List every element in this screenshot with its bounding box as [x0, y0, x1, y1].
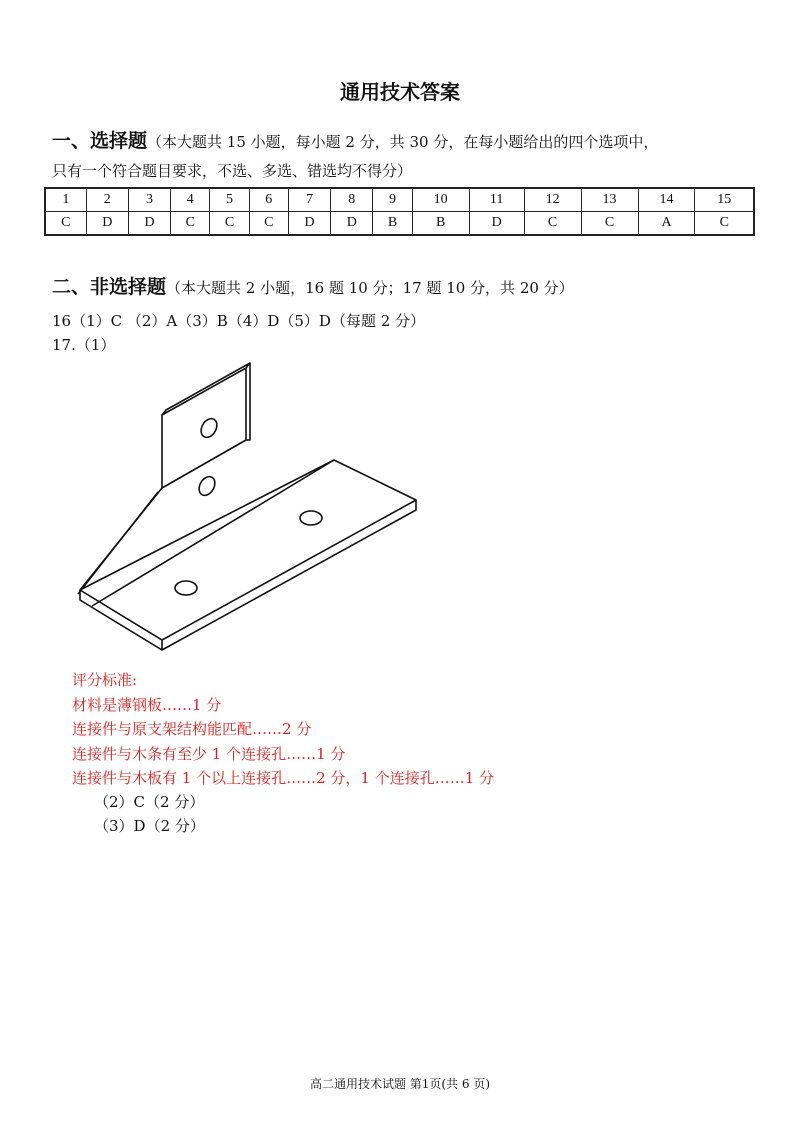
section2-heading: 二、非选择题 [52, 276, 167, 298]
question-number: 3 [128, 188, 170, 212]
answer-cell: A [638, 212, 695, 236]
question-number: 2 [86, 188, 128, 212]
criteria-item: 连接件与木条有至少 1 个连接孔……1 分 [72, 744, 346, 763]
answer-cell: D [86, 212, 128, 236]
section2-header [52, 272, 574, 299]
criteria-item: 连接件与原支架结构能匹配……2 分 [72, 720, 312, 738]
question-number: 9 [373, 188, 412, 212]
bracket-drawing [70, 360, 430, 660]
question17-part3: （3）D（2 分） [94, 817, 205, 835]
answer-cell: B [412, 212, 469, 236]
question17-part2: （2）C（2 分） [94, 793, 205, 811]
section1-note-line2: 只有一个符合题目要求，不选、多选、错选均不得分） [52, 162, 413, 180]
answer-cell: C [210, 212, 249, 236]
answer-cell: D [128, 212, 170, 236]
question-number: 5 [210, 188, 249, 212]
question17-label: 17.（1） [52, 336, 116, 354]
question-number: 8 [331, 188, 373, 212]
answer-cell: C [171, 212, 210, 236]
question-number: 12 [524, 188, 581, 212]
question-number: 10 [412, 188, 469, 212]
section1-heading: 一、选择题 [52, 130, 148, 152]
answer-cell: D [288, 212, 330, 236]
answer-table [44, 187, 755, 236]
question-number: 7 [288, 188, 330, 212]
question16-answer: 16（1）C （2）A（3）B（4）D（5）D（每题 2 分） [52, 312, 426, 330]
answer-cell: D [331, 212, 373, 236]
section1-header [52, 126, 658, 153]
criteria-item: 材料是薄钢板……1 分 [72, 695, 222, 714]
question-number: 14 [638, 188, 695, 212]
answer-cell: B [373, 212, 412, 236]
answer-cell: D [469, 212, 524, 236]
criteria-title: 评分标准: [72, 671, 138, 689]
answer-cell: C [524, 212, 581, 236]
answer-cell: C [695, 212, 754, 236]
criteria-item: 连接件与木板有 1 个以上连接孔……2 分，1 个连接孔……1 分 [72, 769, 495, 787]
answer-cell: C [45, 212, 86, 236]
answer-cell: C [581, 212, 638, 236]
section1-note-line1: （本大题共 15 小题，每小题 2 分，共 30 分，在每小题给出的四个选项中， [147, 133, 659, 151]
scoring-criteria [72, 668, 494, 791]
page-footer: 高二通用技术试题 第1页(共 6 页) [309, 1077, 491, 1091]
answer-row [45, 212, 754, 236]
section2-note: （本大题共 2 小题，16 题 10 分；17 题 10 分，共 20 分） [166, 279, 574, 297]
question-number-row [45, 188, 754, 212]
page-title: 通用技术答案 [340, 80, 460, 104]
question-number: 4 [171, 188, 210, 212]
question-number: 6 [249, 188, 288, 212]
question-number: 1 [45, 188, 86, 212]
question-number: 15 [695, 188, 754, 212]
answer-cell: C [249, 212, 288, 236]
question-number: 11 [469, 188, 524, 212]
hole-icon [196, 474, 218, 498]
question-number: 13 [581, 188, 638, 212]
